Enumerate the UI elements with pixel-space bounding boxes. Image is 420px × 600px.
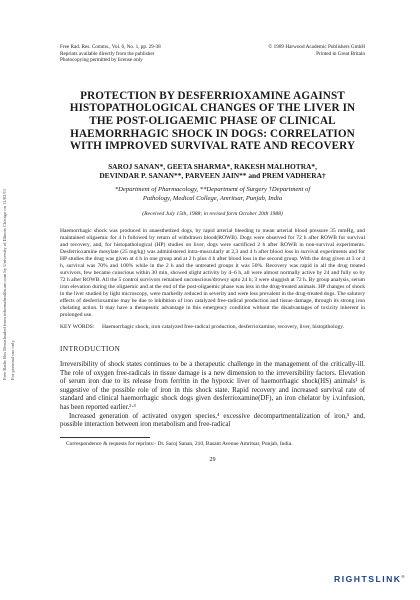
paragraph: Increased generation of activated oxygen species,⁴ excessive decompartmentalization of iron,⁵ and, possible interaction between iron metabolism and free-radical — [60, 412, 365, 429]
abstract: Haemorrhagic shock was produced in anaesthetized dogs, by rapid arterial bleeding to mean arterial blood pressure 35 mmHg, and maintained oligaemic for 4 h followed by return of withdrawn blood(ROWB). Dogs were observed for 72 h after ROWB for survival and recovery, and, for histopathological (HP) studies on liver, dogs were sacrificed 2 h after ROWB in non-survival experiments. Desferrioxamine mesylate (25 mg/kg) was administered intra-muscularly at 2,3 and 4 h after blood loss in survival experiments and for HP studies the drug was given at 4 h in one group and at 2 h plus 4 h after blood loss in the second group. With the drug given at 3 or 4 h, survival was 70% and 100% while in the 2 h and the untreated groups it was 50%. Recovery was rapid in all the drug treated survivors, few became conscious within 30 min, showed slight activity by 4–6 h, all were almost normally active by 24 and fully so by 72 h after ROWB. All the 5 control survivors remained unconscious/drowsy upto 24 h; 3 were sluggish at 72 h. By group analysis, serum iron elevation during the oligaemic and at the end of the post-oligaemic phase was less in the drug-treated animals. HP changes of shock in the liver studied by light microscopy, were markedly reduced in severity and were less prevalent in the drug-treated dogs. The salutory effects of desferrioxamine may be due to inhibition of iron catalyzed free-radical production and tissue damage, through its strong iron chelating action. It may have a therapeutic advantage in this emergency condition without the disadvantages of toxicity inherent in prolonged use. — [60, 227, 365, 318]
received-dates: (Received July 15th, 1988; in revised form October 20th 1988) — [142, 210, 283, 217]
citation-line: Reprints available directly from the publisher — [60, 50, 155, 57]
logo-mark: ® — [401, 574, 406, 580]
rightslink-logo[interactable] — [334, 574, 406, 584]
article-title: PROTECTION BY DESFERRIOXAMINE AGAINST HISTOPATHOLOGICAL CHANGES OF THE LIVER IN THE POST-OLIGAEMIC PHASE OF CLINICAL HAEMORRHAGIC SHOCK IN DOGS: CORRELATION WITH IMPROVED SURVIVAL RATE AND RECOVERY — [69, 89, 356, 153]
author-list — [60, 162, 365, 180]
paragraph: Irreversibility of shock states continues to be a therapeutic challenge in the management of the critically-ill. The role of oxygen free-radicals in tissue damage is a new dimension to the irreversibility factors. Elevation of serum iron due to its release from ferritin in the hypoxic liver of haemorrhagic shock(HS) animals¹ is suggestive of the possible role of iron in this shock state. Rapid recovery and increased survival rate of standard and clinical haemorrhagic shock dogs given desferrioxamine(DF), an iron chelator by i.v.infusion, has been reported earlier.²·³ — [60, 360, 365, 411]
footnote: Correspondence & requests for reprints:- Dr. Saroj Sanan, 210, Basant Avenue Amritsar, Punjab, India. — [66, 440, 293, 447]
author-line: DEVINDAR P. SANAN**, PARVEEN JAIN** and PREM VADHERA† — [99, 170, 326, 180]
section-heading: INTRODUCTION — [60, 344, 121, 353]
affiliation-line: Pathology, Medical College, Amritsar, Punjab, India — [142, 194, 283, 202]
introduction-body — [60, 361, 365, 430]
affiliation-line: *Department of Pharmacology, **Department of Surgery †Department of — [114, 186, 311, 194]
journal-citation — [60, 44, 161, 64]
watermark-line-1: Free Radic Res Downloaded from informahealthcare.com by University of Illinois Chicago on 11/02/11 — [2, 188, 7, 380]
journal-header — [60, 44, 365, 64]
citation-line: Free Rad. Res. Comms., Vol. 6, No. 1, pp. 29-38 — [60, 44, 161, 50]
keywords-text: Haemorrhagic shock, iron catalyzed free-radical production, desferrioxamine, recovery, liver, histopthology. — [102, 323, 345, 330]
download-watermark — [2, 150, 32, 380]
watermark-line-2: For personal use only. — [10, 339, 15, 380]
printed-line: Printed in Great Britain — [316, 50, 365, 57]
copyright-line: © 1989 Harwood Academic Publishers GmbH — [268, 44, 365, 50]
affiliations — [60, 186, 365, 203]
keywords-label: KEY WORDS: — [60, 323, 95, 330]
author-line: SAROJ SANAN*, GEETA SHARMA*, RAKESH MALHOTRA*, — [108, 161, 317, 171]
publisher-info — [268, 44, 365, 64]
article-page — [60, 44, 365, 463]
footnote-rule — [60, 437, 150, 438]
page-number: 29 — [209, 455, 216, 463]
citation-line: Photocopying permitted by license only — [60, 57, 143, 64]
keywords — [60, 324, 365, 331]
logo-text: RIGHTSLINK — [334, 574, 402, 584]
